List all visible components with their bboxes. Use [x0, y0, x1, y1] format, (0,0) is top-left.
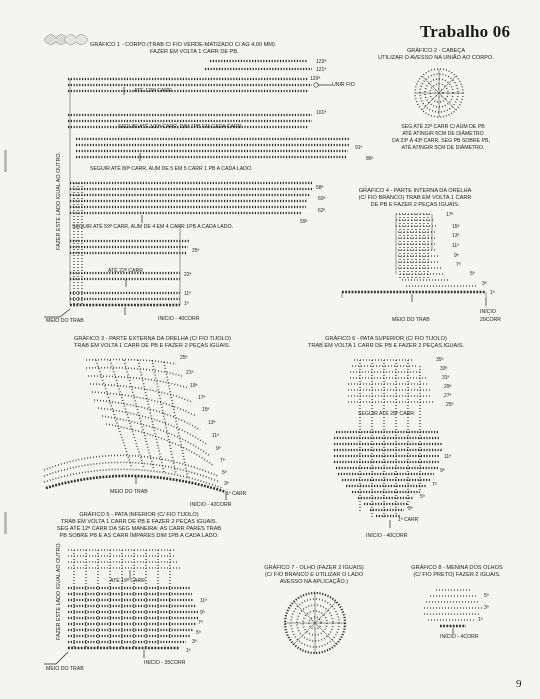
chart1-row-number: 123ª — [316, 59, 327, 65]
chart4-row-number: 15ª — [452, 224, 460, 230]
chart5-caption-4: PB SOBRE PB E AS CARR ÍMPARES DIM 1PB A CADA LADO. — [59, 533, 219, 539]
chart6-row-number: 27ª — [444, 393, 452, 399]
chart8-start-label: INÍCIO - 4CORR — [440, 634, 479, 640]
chart1-row-number: 91ª — [355, 145, 363, 151]
chart3-row-number: 3ª — [224, 481, 229, 487]
chart4-row-number: 17ª — [446, 212, 454, 218]
chart4-inner-ear-diagram — [336, 210, 496, 306]
chart8-row-number: 5ª — [484, 593, 489, 599]
chart2-head-diagram — [412, 66, 466, 120]
chart7-caption-2: (C/ FIO BRANCO E UTILIZAR O LADO — [264, 572, 364, 578]
chart6-row-number: 5ª — [420, 494, 425, 500]
chart1-row-number: 58ª — [316, 185, 324, 191]
chart3-middle-label: MEIO DO TRAB — [110, 489, 148, 495]
chart1-start-label: INÍCIO - 40CORR — [158, 316, 200, 322]
chart1-caption-2: FAZER EM VOLTA 1 CARR DE PB. — [150, 49, 239, 55]
chart4-row-number: 11ª — [452, 243, 460, 249]
chart4-caption-3: DE PB E FAZER 2 PEÇAS IGUAIS. — [370, 202, 460, 208]
chart5-caption-1: GRÁFICO 5 - PATA INFERIOR (C/ FIO TIJOLO) — [79, 512, 199, 518]
chart4-caption-2: (C/ FIO BRANCO) TRAB EM VOLTA 1 CARR — [358, 195, 472, 201]
chart2-caption-1: GRÁFICO 2 - CABEÇA — [406, 48, 466, 54]
page-title: Trabalho 06 — [420, 22, 511, 41]
chart6-row-number: 25ª — [446, 402, 454, 408]
chart1-row-number: 120ª — [310, 76, 321, 82]
chart2-note-3: DA 23ª À 43ª CARR, SEG PB SOBRE PB, — [392, 138, 490, 144]
chart6-row-number: 33ª — [440, 366, 448, 372]
chart6-row-number: 35ª — [436, 357, 444, 363]
chart5-caption-3: SEG ATÉ 12ª CARR DA SEG MANEIRA: AS CARR PARES TRAB — [56, 526, 222, 532]
chart4-row-number: 1ª — [490, 290, 495, 296]
chart1-row-number: 60ª — [318, 196, 326, 202]
chart4-middle-label: MEIO DO TRAB — [392, 317, 430, 323]
chart3-row-number: 7ª — [220, 458, 225, 464]
chart8-caption-2: (C/ FIO PRETO) FAZER 2 IGUAIS. — [413, 572, 501, 578]
chart6-start-label: INÍCIO - 40CORR — [366, 533, 408, 539]
chart5-vertical-note: FAZER ESTE LADO IGUAL AO OUTRO. — [56, 541, 62, 640]
chart1-note-1: ATÉ 120ª CARR — [134, 88, 172, 94]
chart6-caption-1: GRÁFICO 6 - PATA SUPERIOR (C/ FIO TIJOLO) — [325, 336, 447, 342]
chart3-caption-1: GRÁFICO 3 - PARTE EXTERNA DA ORELHA (C/ FIO TIJOLO) — [74, 336, 231, 342]
chart5-note: ATÉ 19ª CARR — [110, 578, 145, 584]
chart1-note-5: ATÉ 22ª CARR — [108, 268, 143, 274]
chart7-caption-1: GRÁFICO 7 - OLHO (FAZER 2 IGUAIS) — [264, 565, 364, 571]
chart6-row-number: 29ª — [444, 384, 452, 390]
chart6-row-number: 9ª — [440, 468, 445, 474]
chart1-row-number: 22ª — [184, 272, 192, 278]
chart8-row-number: 3ª — [484, 605, 489, 611]
chart5-lower-paw-diagram — [40, 542, 230, 672]
chart1-note-4: SEGUIR ATÉ 59ª CARR, AUM DE 4 EM 4 CARR 1PB A CADA LADO. — [72, 224, 233, 230]
chart1-row-number: 25ª — [192, 248, 200, 254]
chart6-row-number: 31ª — [442, 375, 450, 381]
chart3-row-number: 21ª — [186, 370, 194, 376]
chart5-row-number: 11ª — [200, 598, 208, 604]
chart4-row-number: 9ª — [454, 253, 459, 259]
chart5-row-number: 9ª — [200, 610, 205, 616]
chart3-row-number: 25ª — [180, 355, 188, 361]
chart6-caption-2: TRAB EM VOLTA 1 CARR DE PB E FAZER 2 PEÇAS IGUAIS. — [307, 343, 465, 349]
chart2-note-4: ATÉ ATINGIR 5CM DE DIÂMETRO. — [401, 145, 485, 151]
chart5-middle-label: MEIO DO TRAB — [46, 666, 84, 672]
chart5-start-label: INÍCIO - 35CORR — [144, 660, 186, 666]
chart1-row-number: 1ª — [184, 301, 189, 307]
chart5-row-number: 3ª — [192, 639, 197, 645]
chart5-caption-2: TRAB EM VOLTA 1 CARR DE PB E FAZER 2 PEÇAS IGUAIS. — [60, 519, 218, 525]
chart5-row-number: 1ª — [186, 648, 191, 654]
chart3-row-number: 9ª — [216, 446, 221, 452]
chart5-row-number: 7ª — [198, 620, 203, 626]
chart3-row-number: 11ª — [212, 433, 220, 439]
chart7-eye-diagram — [282, 590, 348, 656]
chart1-row-number: 121ª — [316, 67, 327, 73]
chart4-caption-1: GRÁFICO 4 - PARTE INTERNA DA ORELHA — [358, 188, 472, 194]
chart4-row-number: 13ª — [452, 233, 460, 239]
chart3-row-number: 17ª — [198, 395, 206, 401]
chart4-row-number: 5ª — [470, 271, 475, 277]
chart1-middle-label: MEIO DO TRAB — [46, 318, 84, 324]
chart1-join-yarn-label: UNIR FIO — [332, 82, 355, 88]
chart1-row-number: 11ª — [184, 291, 192, 297]
chart3-outer-ear-diagram — [36, 352, 266, 502]
chart3-row-number: 13ª — [208, 420, 216, 426]
chart6-row-number: 1ª CARR — [398, 517, 419, 523]
chart6-row-number: 11ª — [444, 454, 452, 460]
chart2-note-2: ATÉ ATINGIR 6CM DE DIÂMETRO — [402, 131, 484, 137]
chart1-note-3: SEGUIR ATÉ 80ª CARR, AUM DE 5 EM 5 CARR 1 PB A CADA LADO. — [90, 166, 253, 172]
binding-mark — [4, 512, 7, 534]
chart1-note-2: SEGUIR ATÉ 100ª CARR, DIM 1PB EM CADA CARR — [118, 124, 242, 130]
chart3-row-number: 19ª — [190, 383, 198, 389]
chart4-start-label: INÍCIO — [480, 309, 496, 315]
chart4-start-count: 29CORR — [480, 317, 502, 323]
chart6-note: SEGUIR ATÉ 28ª CARR — [358, 411, 415, 417]
magazine-logo — [42, 28, 92, 50]
binding-mark — [4, 150, 7, 172]
chart6-row-number: 3ª — [408, 506, 413, 512]
chart1-row-number: 86ª — [366, 156, 374, 162]
chart8-row-number: 1ª — [478, 617, 483, 623]
chart3-row-number: 1ª CARR — [226, 491, 247, 497]
chart1-caption-1: GRÁFICO 1 - CORPO (TRAB C/ FIO VERDE-MATIZADO C/ AG 4,00 MM) — [90, 42, 275, 48]
chart1-row-number: 59ª — [300, 219, 308, 225]
chart3-row-number: 15ª — [202, 407, 210, 413]
chart1-vertical-note: FAZER ESTE LADO IGUAL AO OUTRO. — [56, 151, 62, 250]
chart8-pupil-diagram — [420, 586, 490, 634]
chart5-row-number: 5ª — [196, 630, 201, 636]
chart2-note-1: SEG ATÉ 22ª CARR C/ AUM DE PB — [401, 124, 485, 130]
chart3-row-number: 5ª — [222, 470, 227, 476]
chart8-caption-1: GRÁFICO 8 - MENINA DOS OLHOS — [411, 565, 503, 571]
chart3-start-label: INÍCIO - 42CORR — [190, 502, 232, 508]
chart7-caption-3: AVESSO NA APLICAÇÃO.) — [279, 579, 349, 585]
chart4-row-number: 7ª — [456, 262, 461, 268]
chart4-row-number: 3ª — [482, 281, 487, 287]
chart6-row-number: 7ª — [432, 482, 437, 488]
chart3-caption-2: TRAB EM VOLTA 1 CARR DE PB E FAZER 2 PEÇAS IGUAIS. — [74, 343, 231, 349]
chart6-upper-paw-diagram — [330, 352, 460, 532]
chart2-caption-2: UTILIZAR O AVESSO NA UNIÃO AO CORPO. — [378, 55, 494, 61]
page-number: 9 — [516, 678, 522, 690]
chart1-row-number: 101ª — [316, 110, 327, 116]
chart1-row-number: 62ª — [318, 208, 326, 214]
